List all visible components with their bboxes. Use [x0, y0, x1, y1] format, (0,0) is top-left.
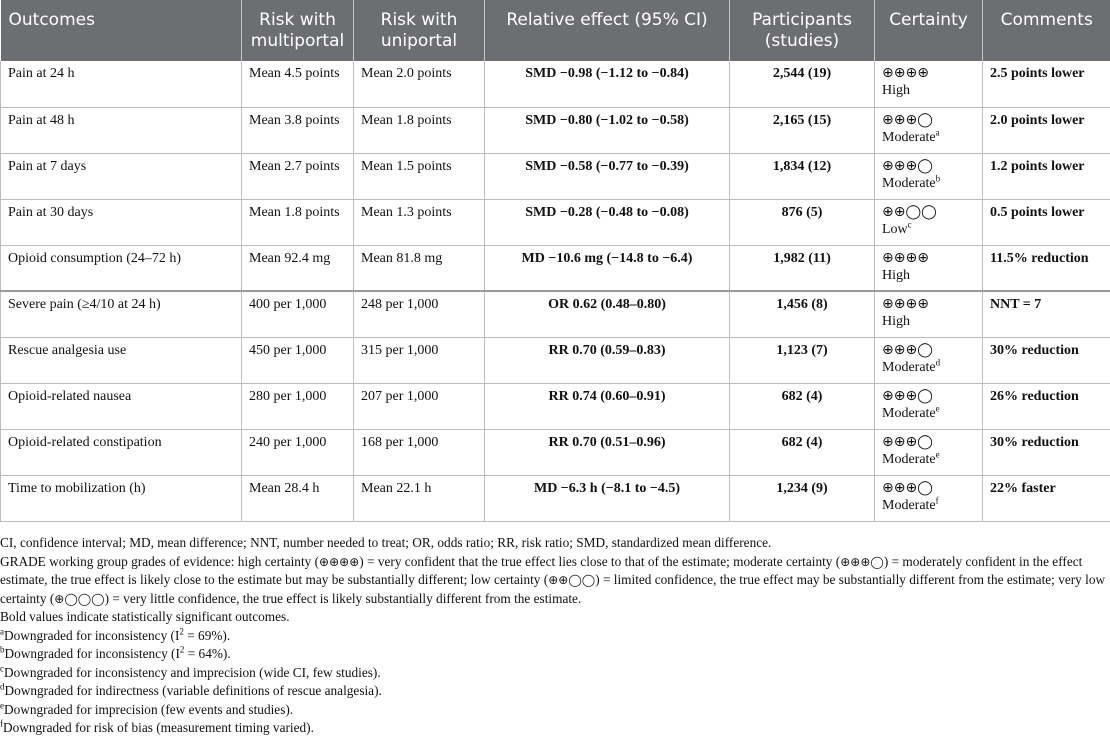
cell-risk-uniportal: 207 per 1,000 — [354, 383, 485, 429]
table-row — [1, 429, 1110, 475]
cell-risk-multiportal: Mean 28.4 h — [242, 475, 354, 521]
certainty-footnote-mark: b — [935, 172, 941, 183]
cell-relative-effect: SMD −0.28 (−0.48 to −0.08) — [485, 199, 730, 245]
cell-risk-multiportal: Mean 1.8 points — [242, 199, 354, 245]
cell-outcome: Opioid-related nausea — [1, 383, 242, 429]
cell-participants: 1,234 (9) — [730, 475, 875, 521]
cell-certainty — [875, 475, 983, 521]
header-risk-uniportal: Risk with uniportal — [354, 0, 485, 61]
cell-risk-uniportal: 168 per 1,000 — [354, 429, 485, 475]
cell-participants: 1,123 (7) — [730, 337, 875, 383]
cell-participants: 682 (4) — [730, 383, 875, 429]
cell-outcome: Pain at 30 days — [1, 199, 242, 245]
cell-certainty — [875, 291, 983, 337]
footnote-b: $^b$Downgraded for inconsistency $(I^2 = 64\%)$. — [0, 644, 231, 661]
table-header — [1, 0, 1110, 61]
cell-risk-uniportal: Mean 1.3 points — [354, 199, 485, 245]
cell-risk-uniportal: Mean 81.8 mg — [354, 245, 485, 291]
certainty-symbols: ⊕⊕⊕◯ — [882, 479, 933, 496]
table-row — [1, 337, 1110, 383]
cell-relative-effect: RR 0.70 (0.51–0.96) — [485, 429, 730, 475]
certainty-level: Moderate$^f$ — [882, 494, 939, 513]
certainty-symbols: ⊕⊕⊕⊕ — [882, 296, 929, 312]
cell-risk-multiportal: Mean 92.4 mg — [242, 245, 354, 291]
certainty-footnote-mark: a — [935, 126, 940, 137]
header-relative-effect: Relative effect (95% CI) — [485, 0, 730, 61]
certainty-level: Moderate$^b$ — [882, 172, 941, 191]
cell-risk-uniportal: Mean 22.1 h — [354, 475, 485, 521]
certainty-footnote-mark: e — [935, 448, 940, 459]
header-outcomes: Outcomes — [1, 0, 242, 61]
header-participants: Participants (studies) — [730, 0, 875, 61]
cell-outcome: Opioid consumption (24–72 h) — [1, 245, 242, 291]
certainty-level: Low$^c$ — [882, 218, 912, 237]
header-risk-multiportal: Risk with multiportal — [242, 0, 354, 61]
table-row — [1, 245, 1110, 291]
cell-relative-effect: SMD −0.80 (−1.02 to −0.58) — [485, 107, 730, 153]
cell-relative-effect: SMD −0.98 (−1.12 to −0.84) — [485, 61, 730, 107]
header-certainty: Certainty — [875, 0, 983, 61]
cell-risk-multiportal: 450 per 1,000 — [242, 337, 354, 383]
certainty-footnote-mark: f — [935, 494, 939, 505]
cell-certainty — [875, 383, 983, 429]
cell-risk-multiportal: 400 per 1,000 — [242, 291, 354, 337]
cell-outcome: Time to mobilization (h) — [1, 475, 242, 521]
certainty-symbols: ⊕⊕◯◯ — [882, 203, 937, 220]
cell-risk-uniportal: Mean 1.5 points — [354, 153, 485, 199]
cell-risk-uniportal: 315 per 1,000 — [354, 337, 485, 383]
cell-certainty — [875, 245, 983, 291]
cell-comment: 11.5% reduction — [983, 245, 1110, 291]
cell-certainty — [875, 61, 983, 107]
certainty-symbols: ⊕⊕⊕⊕ — [882, 249, 929, 266]
cell-certainty — [875, 337, 983, 383]
cell-relative-effect: MD −6.3 h (−8.1 to −4.5) — [485, 475, 730, 521]
footnote-e: $^e$Downgraded for imprecision (few events and studies). — [0, 700, 294, 717]
certainty-symbols: ⊕⊕⊕◯ — [882, 111, 933, 128]
table-row — [1, 153, 1110, 199]
certainty-level: Moderate$^e$ — [882, 402, 940, 421]
cell-participants: 1,834 (12) — [730, 153, 875, 199]
cell-risk-uniportal: 248 per 1,000 — [354, 291, 485, 337]
bold-values-note: Bold values indicate statistically significant outcomes. — [0, 609, 290, 624]
cell-participants: 682 (4) — [730, 429, 875, 475]
table-row — [1, 61, 1110, 107]
certainty-level: High — [882, 267, 910, 283]
cell-comment: 2.5 points lower — [983, 61, 1110, 107]
grade-definition-note: GRADE working group grades of evidence: high certainty (⊕⊕⊕⊕) = very confident that the true effect lies close to that of the estimate; moderate certainty (⊕⊕⊕◯) = moderately confident in the effect estimate, the true effect is likely close to the estimate but may be substantially different; low certainty (⊕⊕◯◯) = limited confidence, the true effect may be substantially different from the estimate; very low certainty (⊕◯◯◯) = very little confidence, the true effect is likely substantially different from the estimate. — [0, 553, 1106, 606]
cell-risk-uniportal: Mean 1.8 points — [354, 107, 485, 153]
cell-relative-effect: RR 0.74 (0.60–0.91) — [485, 383, 730, 429]
cell-risk-uniportal: Mean 2.0 points — [354, 61, 485, 107]
certainty-level: Moderate$^d$ — [882, 356, 941, 375]
cell-certainty — [875, 107, 983, 153]
cell-comment: 26% reduction — [983, 383, 1110, 429]
cell-comment: 1.2 points lower — [983, 153, 1110, 199]
certainty-symbols: ⊕⊕⊕◯ — [882, 387, 933, 404]
cell-comment: 2.0 points lower — [983, 107, 1110, 153]
certainty-symbols: ⊕⊕⊕◯ — [882, 157, 933, 174]
cell-risk-multiportal: 280 per 1,000 — [242, 383, 354, 429]
certainty-level: High — [882, 314, 910, 329]
header-comments: Comments — [983, 0, 1110, 61]
table-row — [1, 199, 1110, 245]
footnote-c: $^c$Downgraded for inconsistency and imprecision (wide CI, few studies). — [0, 663, 381, 680]
cell-comment: 30% reduction — [983, 337, 1110, 383]
cell-risk-multiportal: 240 per 1,000 — [242, 429, 354, 475]
cell-outcome: Pain at 48 h — [1, 107, 242, 153]
cell-relative-effect: RR 0.70 (0.59–0.83) — [485, 337, 730, 383]
certainty-footnote-mark: d — [935, 356, 941, 367]
cell-outcome: Severe pain (≥4/10 at 24 h) — [1, 291, 242, 337]
cell-risk-multiportal: Mean 4.5 points — [242, 61, 354, 107]
table-body — [1, 61, 1110, 521]
cell-risk-multiportal: Mean 3.8 points — [242, 107, 354, 153]
table-row — [1, 383, 1110, 429]
cell-certainty — [875, 429, 983, 475]
certainty-footnote-mark: e — [935, 402, 940, 413]
cell-relative-effect: SMD −0.58 (−0.77 to −0.39) — [485, 153, 730, 199]
cell-outcome: Pain at 7 days — [1, 153, 242, 199]
cell-participants: 2,544 (19) — [730, 61, 875, 107]
cell-comment: 22% faster — [983, 475, 1110, 521]
table-row — [1, 107, 1110, 153]
cell-certainty — [875, 199, 983, 245]
certainty-symbols: ⊕⊕⊕◯ — [882, 433, 933, 450]
footnote-a: $^a$Downgraded for inconsistency $(I^2 = 69\%)$. — [0, 626, 231, 643]
cell-certainty — [875, 153, 983, 199]
table-footnotes — [0, 534, 1108, 738]
certainty-symbols: ⊕⊕⊕⊕ — [882, 65, 929, 81]
abbreviations-note: CI, confidence interval; MD, mean difference; NNT, number needed to treat; OR, odds ratio; RR, risk ratio; SMD, standardized mean difference. — [0, 535, 772, 550]
cell-risk-multiportal: Mean 2.7 points — [242, 153, 354, 199]
cell-outcome: Pain at 24 h — [1, 61, 242, 107]
certainty-level: Moderate$^a$ — [882, 126, 940, 145]
certainty-footnote-mark: c — [907, 218, 912, 229]
cell-comment: NNT = 7 — [983, 291, 1110, 337]
cell-participants: 1,456 (8) — [730, 291, 875, 337]
footnote-f: $^f$Downgraded for risk of bias (measurement timing varied). — [0, 718, 314, 735]
cell-participants: 1,982 (11) — [730, 245, 875, 291]
cell-outcome: Opioid-related constipation — [1, 429, 242, 475]
cell-outcome: Rescue analgesia use — [1, 337, 242, 383]
certainty-symbols: ⊕⊕⊕◯ — [882, 341, 933, 358]
footnote-d: $^d$Downgraded for indirectness (variable definitions of rescue analgesia). — [0, 681, 382, 698]
table-row — [1, 475, 1110, 521]
cell-comment: 0.5 points lower — [983, 199, 1110, 245]
certainty-level: Moderate$^e$ — [882, 448, 940, 467]
cell-relative-effect: MD −10.6 mg (−14.8 to −6.4) — [485, 245, 730, 291]
cell-comment: 30% reduction — [983, 429, 1110, 475]
cell-relative-effect: OR 0.62 (0.48–0.80) — [485, 291, 730, 337]
cell-participants: 876 (5) — [730, 199, 875, 245]
cell-participants: 2,165 (15) — [730, 107, 875, 153]
certainty-level: High — [882, 83, 910, 98]
table-row — [1, 291, 1110, 337]
